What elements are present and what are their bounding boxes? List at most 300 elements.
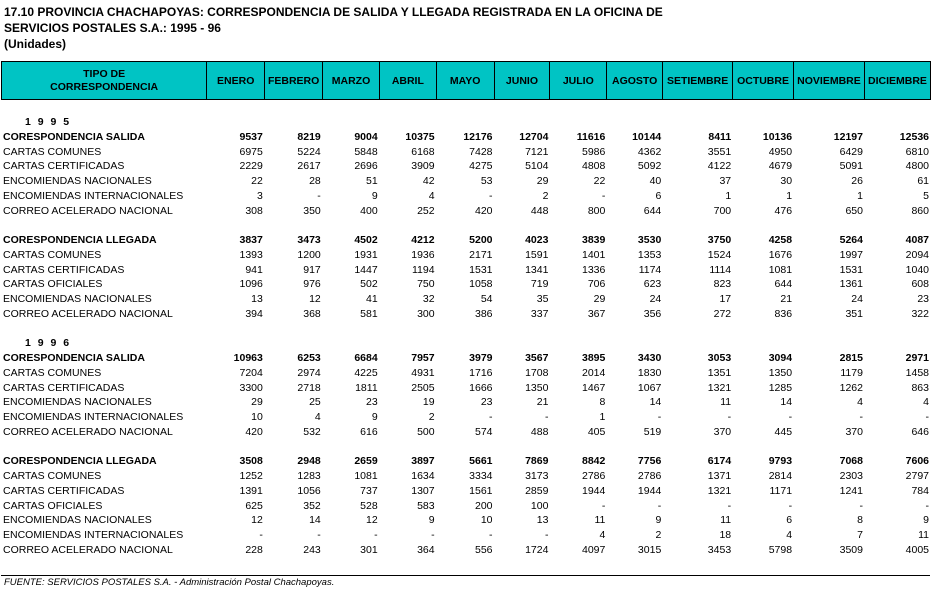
table-cell: 1194 <box>412 263 435 276</box>
table-cell: 7957 <box>411 352 435 364</box>
table-cell: 1081 <box>768 263 793 276</box>
table-cell: 719 <box>530 278 549 291</box>
table-row <box>1 174 931 189</box>
table-cell: 7121 <box>525 145 549 158</box>
table-cell: 3567 <box>525 352 549 364</box>
empty-cell <box>323 440 380 455</box>
table-cell: 420 <box>474 204 493 217</box>
row-label: CARTAS CERTIFICADAS <box>3 160 125 173</box>
table-cell: 370 <box>713 425 732 438</box>
table-cell: 4005 <box>905 543 929 556</box>
table-cell: 9537 <box>239 130 263 143</box>
table-cell: - <box>727 411 732 423</box>
empty-cell <box>550 440 607 455</box>
table-cell: 519 <box>643 425 662 438</box>
table-cell: 7 <box>857 529 863 541</box>
table-cell: 4225 <box>354 366 378 379</box>
table-cell: 500 <box>417 425 435 438</box>
table-cell: 6 <box>786 514 793 527</box>
table-cell: 1252 <box>239 470 263 482</box>
column-header-month: DICIEMBRE <box>864 62 930 100</box>
table-cell: 1040 <box>905 263 929 276</box>
empty-cell <box>607 440 663 455</box>
table-cell: 4212 <box>411 234 435 246</box>
table-cell: 3837 <box>239 234 263 246</box>
table-row <box>1 366 931 381</box>
empty-cell <box>865 115 931 130</box>
row-label: CARTAS CERTIFICADAS <box>3 263 125 276</box>
table-cell: 351 <box>845 307 863 320</box>
table-cell: 1200 <box>297 248 321 261</box>
empty-cell <box>323 322 380 337</box>
table-cell: 1283 <box>297 470 321 482</box>
table-cell: 1361 <box>839 278 863 291</box>
table-cell: 4275 <box>469 160 493 173</box>
empty-cell <box>437 115 495 130</box>
table-cell: 8842 <box>582 455 606 468</box>
table-cell: 5986 <box>582 145 606 158</box>
table-cell: 3530 <box>637 234 662 246</box>
table-cell: 1371 <box>707 470 732 482</box>
table-cell: - <box>374 529 378 541</box>
header-label-line-1: TIPO DE <box>83 67 126 80</box>
empty-cell <box>265 336 323 351</box>
table-cell: 1716 <box>469 366 493 379</box>
row-label: CORREO ACELERADO NACIONAL <box>3 307 173 320</box>
table-cell: 8 <box>599 396 606 409</box>
table-cell: 12 <box>251 514 263 527</box>
table-cell: 3979 <box>469 352 493 364</box>
table-cell: 8 <box>857 514 863 527</box>
table-cell: 860 <box>911 204 929 217</box>
table-cell: 2718 <box>297 381 321 394</box>
table-cell: 4 <box>314 411 321 423</box>
table-cell: 1081 <box>354 470 378 482</box>
table-cell: 29 <box>536 175 549 187</box>
table-cell: 6975 <box>239 145 263 158</box>
table-row <box>1 145 931 160</box>
table-cell: 2303 <box>839 470 863 482</box>
table-cell: 308 <box>245 204 263 217</box>
table-cell: 51 <box>365 175 378 187</box>
table-cell: 1056 <box>297 484 321 497</box>
table-cell: 2 <box>428 411 435 423</box>
table-cell: 228 <box>245 543 263 556</box>
table-cell: 4122 <box>707 160 732 173</box>
table-cell: 6253 <box>297 352 321 364</box>
table-cell: 9 <box>428 514 435 527</box>
table-cell: 5798 <box>768 543 793 556</box>
table-cell: 1676 <box>768 248 793 261</box>
table-cell: 3895 <box>582 352 606 364</box>
table-cell: 1447 <box>354 263 378 276</box>
empty-cell <box>207 336 265 351</box>
table-cell: - <box>657 411 662 423</box>
empty-cell <box>380 440 437 455</box>
table-cell: 8411 <box>708 130 732 143</box>
year-row <box>1 115 931 130</box>
footer-divider <box>1 575 930 576</box>
empty-cell <box>1 218 207 233</box>
table-cell: - <box>489 529 493 541</box>
table-cell: 476 <box>774 204 793 217</box>
table-cell: 608 <box>911 278 929 291</box>
table-cell: 12 <box>309 293 321 305</box>
empty-cell <box>550 218 607 233</box>
table-row <box>1 499 931 514</box>
table-cell: 28 <box>309 175 321 187</box>
table-cell: 300 <box>417 307 435 320</box>
table-cell: 737 <box>360 484 378 497</box>
empty-cell <box>495 218 551 233</box>
table-row <box>1 277 931 292</box>
table-cell: 2505 <box>411 381 435 394</box>
table-cell: 11 <box>594 514 606 527</box>
table-row <box>1 513 931 528</box>
empty-cell <box>733 218 794 233</box>
column-header-month: MARZO <box>323 62 380 100</box>
empty-cell <box>495 115 551 130</box>
table-cell: 1341 <box>525 263 549 276</box>
column-header-month: ENERO <box>207 62 265 100</box>
table-cell: 3897 <box>411 455 435 468</box>
empty-cell <box>380 115 437 130</box>
table-cell: 32 <box>422 293 435 305</box>
table-cell: 1561 <box>469 484 493 497</box>
column-header-month: AGOSTO <box>607 62 663 100</box>
row-label: CARTAS OFICIALES <box>3 278 103 291</box>
table-row <box>1 484 931 499</box>
table-cell: 4087 <box>905 234 929 246</box>
table-cell: 7606 <box>905 455 929 468</box>
table-row <box>1 159 931 174</box>
table-cell: 644 <box>774 278 793 291</box>
table-cell: 7869 <box>525 455 549 468</box>
table-cell: 14 <box>780 396 793 409</box>
table-cell: 5661 <box>469 455 493 468</box>
empty-cell <box>663 218 733 233</box>
row-label: CORESPONDENCIA LLEGADA <box>3 234 157 246</box>
table-cell: 4502 <box>354 234 378 246</box>
table-cell: - <box>544 529 549 541</box>
table-cell: 1944 <box>582 484 606 497</box>
table-cell: 706 <box>587 278 606 291</box>
row-label: ENCOMIENDAS NACIONALES <box>3 293 152 305</box>
table-cell: - <box>431 529 435 541</box>
table-cell: - <box>259 529 263 541</box>
table-cell: 574 <box>474 425 493 438</box>
table-cell: 7756 <box>637 455 662 468</box>
table-cell: 1 <box>725 189 732 202</box>
table-cell: 13 <box>251 293 263 305</box>
table-cell: 700 <box>713 204 732 217</box>
table-cell: 4679 <box>768 160 793 173</box>
row-label: CORESPONDENCIA LLEGADA <box>3 455 157 468</box>
table-cell: 1666 <box>469 381 493 394</box>
table-cell: 1174 <box>638 263 662 276</box>
table-cell: 9793 <box>768 455 793 468</box>
table-cell: 1467 <box>582 381 606 394</box>
subtotal-row <box>1 130 931 145</box>
table-cell: 405 <box>587 425 606 438</box>
table-cell: 337 <box>530 307 549 320</box>
table-cell: 243 <box>303 543 321 556</box>
title-line-2: SERVICIOS POSTALES S.A.: 1995 - 96 <box>4 21 221 35</box>
table-cell: 30 <box>780 175 793 187</box>
table-cell: 1241 <box>839 484 863 497</box>
table-cell: 3015 <box>637 543 662 556</box>
table-cell: 400 <box>360 204 378 217</box>
table-cell: 1944 <box>637 484 662 497</box>
table-row <box>1 469 931 484</box>
empty-cell <box>550 322 607 337</box>
table-cell: 532 <box>303 425 321 438</box>
empty-cell <box>794 218 865 233</box>
table-cell: 35 <box>536 293 549 305</box>
table-cell: 11 <box>918 529 929 541</box>
table-cell: 14 <box>649 396 662 409</box>
table-cell: 272 <box>713 307 732 320</box>
table-cell: 1931 <box>354 248 378 261</box>
table-cell: 5848 <box>354 145 378 158</box>
table-cell: 616 <box>360 425 378 438</box>
table-cell: 8219 <box>297 130 321 143</box>
empty-cell <box>207 440 265 455</box>
empty-cell <box>1 440 207 455</box>
table-cell: 1307 <box>411 484 435 497</box>
table-cell: 623 <box>643 278 662 291</box>
table-cell: 750 <box>417 278 435 291</box>
table-cell: 1634 <box>411 470 435 482</box>
table-cell: 2859 <box>525 484 549 497</box>
row-label: ENCOMIENDAS INTERNACIONALES <box>3 189 184 202</box>
table-cell: 1 <box>857 189 863 202</box>
table-row <box>1 381 931 396</box>
table-cell: 4 <box>923 396 929 409</box>
table-cell: 41 <box>365 293 378 305</box>
column-header-month: MAYO <box>436 62 494 100</box>
column-header-month: FEBRERO <box>265 62 323 100</box>
table-cell: 1067 <box>637 381 662 394</box>
table-cell: 1724 <box>525 543 549 556</box>
table-cell: - <box>859 411 863 423</box>
row-label: CORREO ACELERADO NACIONAL <box>3 204 173 217</box>
empty-cell <box>207 218 265 233</box>
table-cell: 367 <box>587 307 606 320</box>
table-cell: - <box>788 411 793 423</box>
header-label-line-2: CORRESPONDENCIA <box>50 80 159 93</box>
table-cell: 1708 <box>525 366 549 379</box>
empty-cell <box>794 440 865 455</box>
table-cell: 3909 <box>411 160 435 173</box>
table-cell: 12704 <box>519 130 549 143</box>
table-cell: 644 <box>643 204 662 217</box>
table-cell: 3750 <box>707 234 732 246</box>
table-cell: 394 <box>245 307 263 320</box>
table-cell: 29 <box>593 293 606 305</box>
table-cell: 5264 <box>839 234 863 246</box>
table-cell: 420 <box>245 425 263 438</box>
table-cell: 3334 <box>469 470 493 482</box>
row-label: CARTAS COMUNES <box>3 145 102 158</box>
table-cell: 5200 <box>469 234 493 246</box>
empty-cell <box>437 322 495 337</box>
table-cell: 4 <box>857 396 863 409</box>
table-cell: 21 <box>780 293 793 305</box>
table-cell: 6168 <box>411 145 435 158</box>
table-cell: 1936 <box>411 248 435 261</box>
column-header-month: JUNIO <box>494 62 550 100</box>
table-cell: 24 <box>649 293 662 305</box>
table-cell: 5 <box>923 189 929 202</box>
table-cell: 352 <box>303 499 321 512</box>
table-cell: 10375 <box>405 130 435 143</box>
table-cell: 1336 <box>582 263 606 276</box>
table-cell: 370 <box>845 425 863 438</box>
table-cell: 17 <box>719 293 732 305</box>
table-cell: 12536 <box>899 130 929 143</box>
row-label: CORESPONDENCIA SALIDA <box>3 352 145 364</box>
table-cell: 1179 <box>840 366 863 379</box>
table-cell: 1171 <box>769 484 793 497</box>
table-cell: 21 <box>536 396 549 409</box>
table-cell: 646 <box>911 425 929 438</box>
table-cell: 11616 <box>576 130 606 143</box>
empty-cell <box>380 322 437 337</box>
table-cell: 4362 <box>637 145 662 158</box>
table-cell: 10 <box>251 411 263 423</box>
table-cell: - <box>788 499 793 512</box>
document-title <box>4 4 663 52</box>
table-cell: - <box>489 189 493 202</box>
table-cell: 10 <box>480 514 493 527</box>
empty-cell <box>495 440 551 455</box>
table-cell: 1058 <box>469 278 493 291</box>
row-label: ENCOMIENDAS INTERNACIONALES <box>3 411 184 423</box>
row-label: ENCOMIENDAS NACIONALES <box>3 396 152 409</box>
row-label: CARTAS OFICIALES <box>3 499 103 512</box>
table-cell: 4258 <box>768 234 793 246</box>
table-cell: 4800 <box>905 160 929 173</box>
table-cell: 1591 <box>525 248 549 261</box>
column-header-month: NOVIEMBRE <box>794 62 865 100</box>
table-cell: - <box>925 499 929 512</box>
table-cell: 836 <box>774 307 793 320</box>
table-cell: 6 <box>655 189 662 202</box>
table-cell: 53 <box>480 175 493 187</box>
table-cell: - <box>925 411 929 423</box>
empty-cell <box>663 322 733 337</box>
table-cell: 3473 <box>297 234 321 246</box>
table-cell: 3551 <box>707 145 732 158</box>
table-cell: 9 <box>371 411 378 423</box>
table-cell: 2815 <box>839 352 863 364</box>
table-cell: - <box>657 499 662 512</box>
table-cell: 301 <box>360 543 378 556</box>
table-cell: 1096 <box>239 278 263 291</box>
table-cell: 2094 <box>905 248 929 261</box>
year-row <box>1 336 931 351</box>
table-cell: 556 <box>474 543 493 556</box>
table-cell: 3053 <box>707 352 732 364</box>
empty-cell <box>794 336 865 351</box>
table-cell: 1531 <box>839 263 863 276</box>
empty-cell <box>865 322 931 337</box>
table-cell: 502 <box>360 278 378 291</box>
table-cell: 6174 <box>707 455 732 468</box>
table-cell: 4950 <box>768 145 793 158</box>
table-cell: 1458 <box>905 366 929 379</box>
table-cell: 1262 <box>839 381 863 394</box>
table-cell: - <box>489 411 493 423</box>
table-cell: 625 <box>245 499 263 512</box>
table-row <box>1 528 931 543</box>
table-cell: 23 <box>365 396 378 409</box>
table-cell: 7068 <box>839 455 863 468</box>
column-header-tipo <box>2 62 207 100</box>
table-cell: 368 <box>303 307 321 320</box>
year-label: 1 9 9 6 <box>25 337 72 350</box>
table-cell: 2229 <box>239 160 263 173</box>
table-cell: 1830 <box>637 366 662 379</box>
table-cell: - <box>317 529 321 541</box>
table-cell: 356 <box>643 307 662 320</box>
empty-cell <box>865 336 931 351</box>
table-cell: 3300 <box>239 381 263 394</box>
table-cell: 2974 <box>297 366 321 379</box>
table-cell: - <box>601 499 606 512</box>
table-cell: - <box>544 411 549 423</box>
empty-cell <box>323 336 380 351</box>
table-cell: 42 <box>422 175 435 187</box>
empty-cell <box>865 218 931 233</box>
table-cell: 10963 <box>233 352 263 364</box>
table-cell: 4808 <box>582 160 606 173</box>
row-label: CORREO ACELERADO NACIONAL <box>3 543 173 556</box>
row-label: CARTAS COMUNES <box>3 470 102 482</box>
column-header-month: ABRIL <box>379 62 436 100</box>
row-label: ENCOMIENDAS NACIONALES <box>3 175 152 187</box>
empty-cell <box>437 440 495 455</box>
empty-cell <box>733 115 794 130</box>
table-cell: 23 <box>917 293 929 305</box>
table-cell: 5092 <box>637 160 662 173</box>
empty-cell <box>607 322 663 337</box>
table-cell: 9 <box>923 514 929 527</box>
subtotal-row <box>1 351 931 366</box>
table-cell: 13 <box>536 514 549 527</box>
table-cell: 2786 <box>637 470 662 482</box>
table-cell: 5091 <box>839 160 863 173</box>
table-cell: 800 <box>587 204 606 217</box>
spacer-row <box>1 440 931 455</box>
table-cell: 24 <box>851 293 863 305</box>
row-label: CORESPONDENCIA SALIDA <box>3 130 145 143</box>
table-cell: 3453 <box>707 543 732 556</box>
table-cell: 18 <box>719 529 732 541</box>
empty-cell <box>380 218 437 233</box>
table-cell: 54 <box>480 293 493 305</box>
table-cell: 386 <box>474 307 493 320</box>
subtotal-row <box>1 233 931 248</box>
table-cell: 4 <box>599 529 606 541</box>
empty-cell <box>607 115 663 130</box>
table-header <box>1 61 931 100</box>
table-cell: 23 <box>480 396 493 409</box>
table-cell: 2014 <box>582 366 606 379</box>
table-cell: 2617 <box>297 160 321 173</box>
table-cell: 3 <box>257 189 263 202</box>
